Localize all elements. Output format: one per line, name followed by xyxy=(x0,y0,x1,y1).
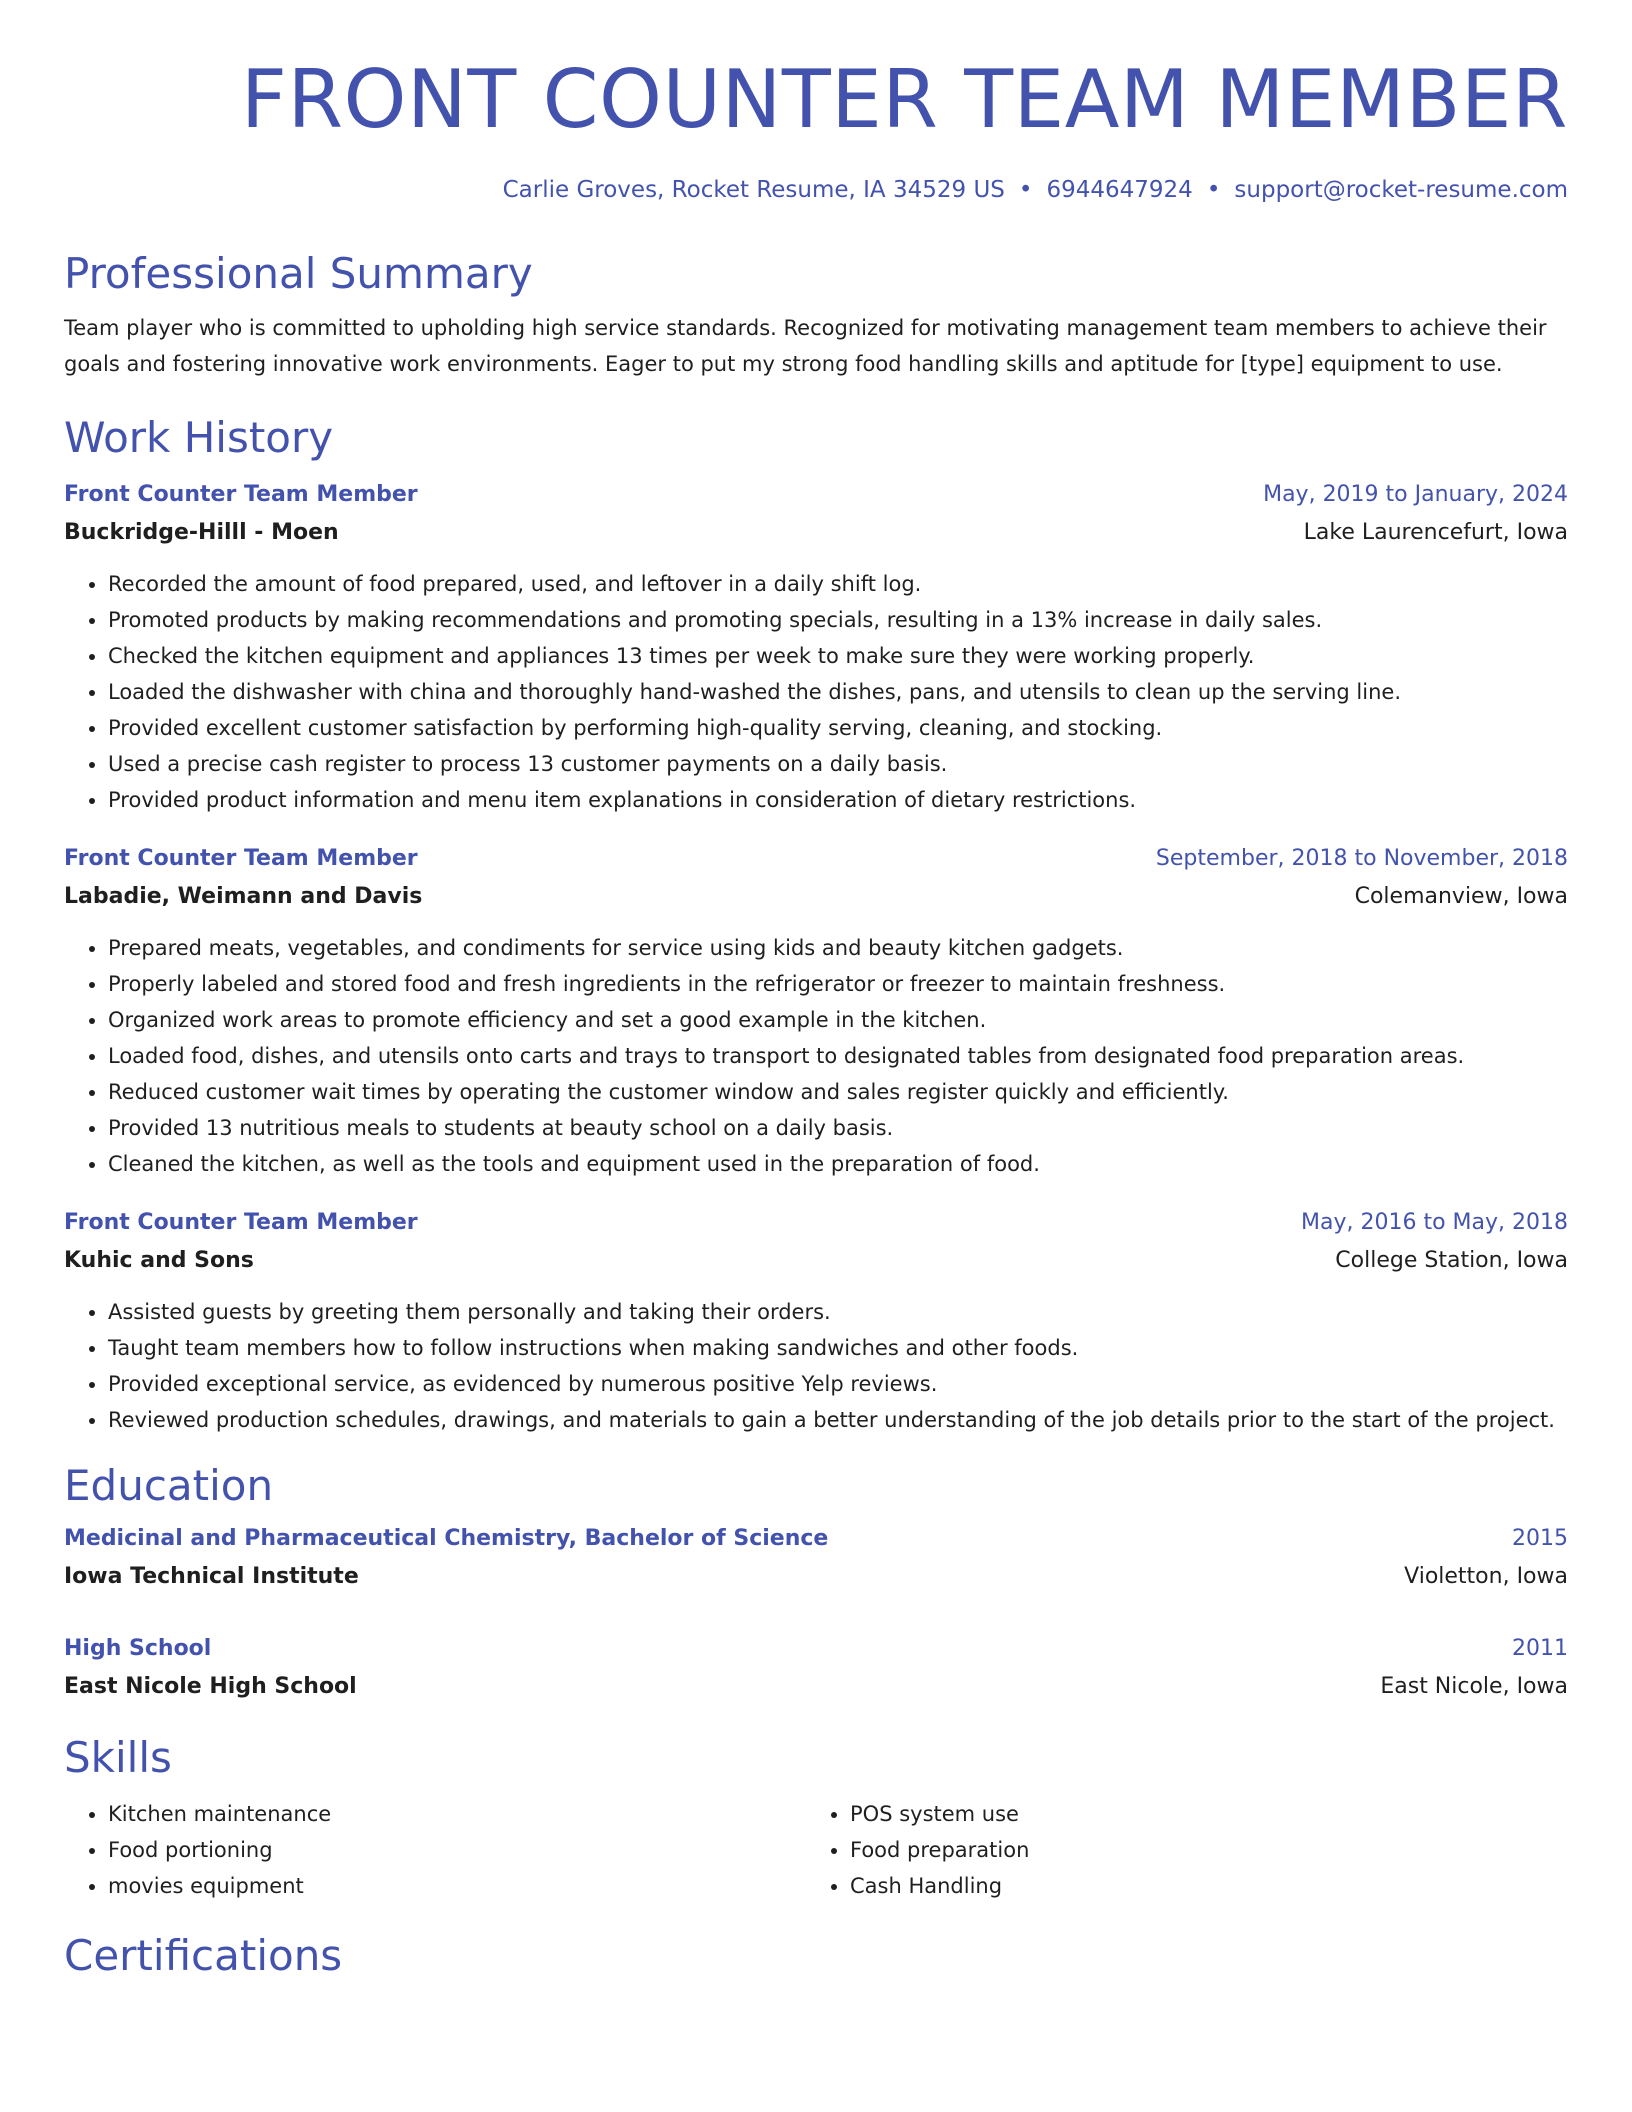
skill-item: • Cash Handling xyxy=(850,1868,1548,1904)
job-location: Lake Laurencefurt, Iowa xyxy=(1303,520,1568,545)
job-company: Kuhic and Sons xyxy=(64,1248,254,1273)
list-item: • Loaded the dishwasher with china and thoroughly hand-washed the dishes, pans, and utensils to clean up the serving line. xyxy=(108,674,1568,710)
skills-grid xyxy=(64,1796,1568,1904)
contact-email[interactable]: support@rocket-resume.com xyxy=(1234,177,1568,203)
list-item: • Used a precise cash register to process 13 customer payments on a daily basis. xyxy=(108,746,1568,782)
list-item: • Prepared meats, vegetables, and condiments for service using kids and beauty kitchen gadgets. xyxy=(108,930,1568,966)
list-item: • Cleaned the kitchen, as well as the tools and equipment used in the preparation of food. xyxy=(108,1146,1568,1182)
education-entry xyxy=(64,1520,1568,1596)
skills-heading: Skills xyxy=(64,1733,172,1782)
list-item: • Reviewed production schedules, drawings, and materials to gain a better understanding of the job details prior to the start of the project. xyxy=(108,1402,1568,1438)
list-item: • Reduced customer wait times by operating the customer window and sales register quickly and efficiently. xyxy=(108,1074,1568,1110)
list-item: • Provided product information and menu item explanations in consideration of dietary restrictions. xyxy=(108,782,1568,818)
education-entry xyxy=(64,1630,1568,1706)
list-item: • Provided exceptional service, as evidenced by numerous positive Yelp reviews. xyxy=(108,1366,1568,1402)
education-year: 2011 xyxy=(1512,1636,1568,1661)
job-entry xyxy=(64,840,1568,1182)
skills-list-right xyxy=(806,1796,1548,1904)
list-item: • Provided excellent customer satisfaction by performing high-quality serving, cleaning, and stocking. xyxy=(108,710,1568,746)
education-degree: Medicinal and Pharmaceutical Chemistry, Bachelor of Science xyxy=(64,1526,829,1551)
education-heading: Education xyxy=(64,1461,274,1510)
job-entry xyxy=(64,476,1568,818)
contact-separator: • xyxy=(1018,177,1033,203)
contact-address: Carlie Groves, Rocket Resume, IA 34529 US xyxy=(502,177,1005,203)
skill-item: • movies equipment xyxy=(108,1868,806,1904)
education-location: Violetton, Iowa xyxy=(1404,1564,1568,1589)
certifications-heading: Certifications xyxy=(64,1931,343,1980)
job-company: Buckridge-Hilll - Moen xyxy=(64,520,339,545)
job-location: Colemanview, Iowa xyxy=(1354,884,1568,909)
education-year: 2015 xyxy=(1512,1526,1568,1551)
list-item: • Promoted products by making recommendations and promoting specials, resulting in a 13% increase in daily sales. xyxy=(108,602,1568,638)
summary-heading: Professional Summary xyxy=(64,249,533,298)
education-school: Iowa Technical Institute xyxy=(64,1564,359,1589)
skills-section xyxy=(64,1732,1568,1904)
education-school: East Nicole High School xyxy=(64,1674,357,1699)
education-location: East Nicole, Iowa xyxy=(1380,1674,1568,1699)
skill-item: • Kitchen maintenance xyxy=(108,1796,806,1832)
list-item: • Checked the kitchen equipment and appliances 13 times per week to make sure they were working properly. xyxy=(108,638,1568,674)
work-history-section xyxy=(64,412,1568,1438)
skill-item: • POS system use xyxy=(850,1796,1548,1832)
contact-phone[interactable]: 6944647924 xyxy=(1046,177,1193,203)
list-item: • Organized work areas to promote efficiency and set a good example in the kitchen. xyxy=(108,1002,1568,1038)
skill-item: • Food preparation xyxy=(850,1832,1548,1868)
job-bullets xyxy=(64,566,1568,818)
job-role: Front Counter Team Member xyxy=(64,846,418,871)
list-item: • Loaded food, dishes, and utensils onto carts and trays to transport to designated tables from designated food preparation areas. xyxy=(108,1038,1568,1074)
job-bullets xyxy=(64,1294,1568,1438)
contact-separator: • xyxy=(1206,177,1221,203)
work-history-heading: Work History xyxy=(64,413,334,462)
list-item: • Properly labeled and stored food and fresh ingredients in the refrigerator or freezer to maintain freshness. xyxy=(108,966,1568,1002)
job-role: Front Counter Team Member xyxy=(64,482,418,507)
certifications-section xyxy=(64,1930,1568,1982)
list-item: • Provided 13 nutritious meals to students at beauty school on a daily basis. xyxy=(108,1110,1568,1146)
list-item: • Taught team members how to follow instructions when making sandwiches and other foods. xyxy=(108,1330,1568,1366)
job-role: Front Counter Team Member xyxy=(64,1210,418,1235)
list-item: • Recorded the amount of food prepared, used, and leftover in a daily shift log. xyxy=(108,566,1568,602)
job-company: Labadie, Weimann and Davis xyxy=(64,884,423,909)
summary-text: Team player who is committed to upholding high service standards. Recognized for motivating management team members to achieve their goals and fostering innovative work environments. Eager to put my strong food handling skills and aptitude for [type] equipment to use. xyxy=(64,316,1547,376)
education-section xyxy=(64,1460,1568,1706)
education-degree: High School xyxy=(64,1636,212,1661)
job-dates: May, 2016 to May, 2018 xyxy=(1301,1210,1568,1235)
contact-line xyxy=(64,174,1568,206)
summary-section xyxy=(64,248,1568,382)
job-entry xyxy=(64,1204,1568,1438)
job-dates: September, 2018 to November, 2018 xyxy=(1155,846,1568,871)
skill-item: • Food portioning xyxy=(108,1832,806,1868)
skills-list-left xyxy=(64,1796,806,1904)
resume-title: FRONT COUNTER TEAM MEMBER xyxy=(240,53,1568,146)
list-item: • Assisted guests by greeting them personally and taking their orders. xyxy=(108,1294,1568,1330)
resume-page xyxy=(64,52,1568,1982)
job-location: College Station, Iowa xyxy=(1335,1248,1568,1273)
job-dates: May, 2019 to January, 2024 xyxy=(1263,482,1568,507)
job-bullets xyxy=(64,930,1568,1182)
